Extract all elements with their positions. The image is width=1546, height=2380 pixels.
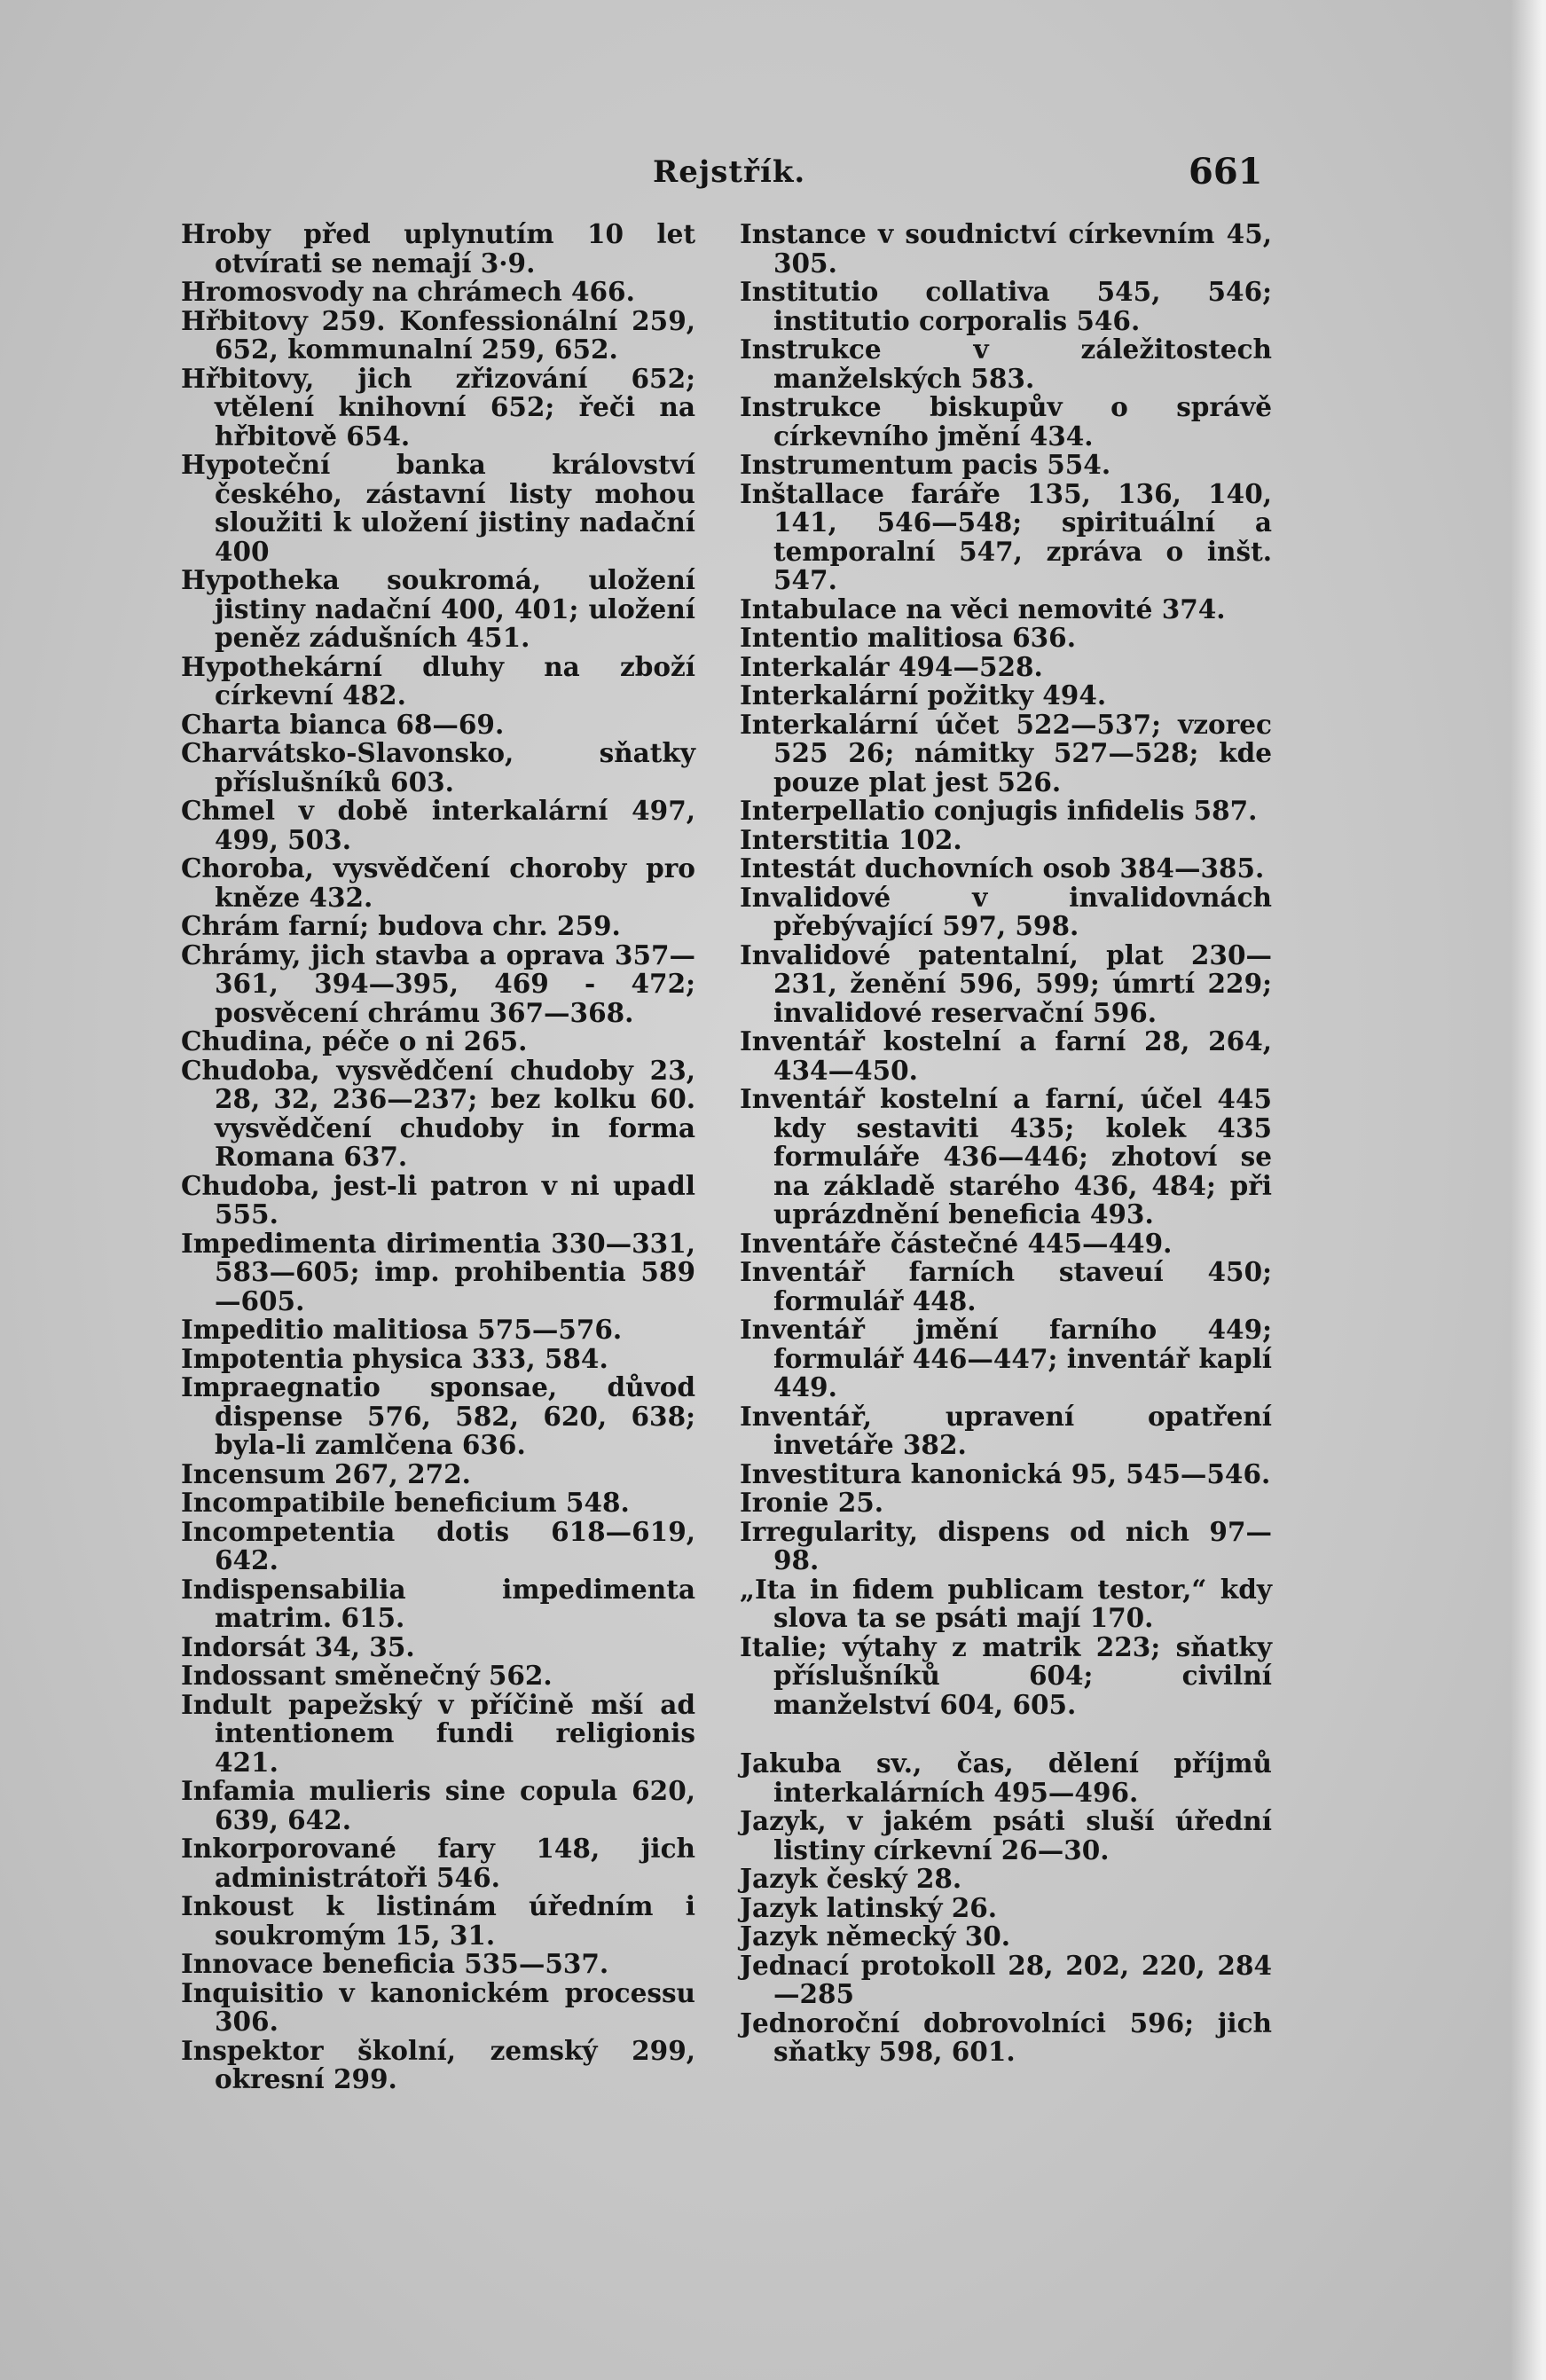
index-entry: Incensum 267, 272. (181, 1457, 471, 1489)
index-entry: Indossant směnečný 562. (181, 1660, 553, 1691)
index-entry: Hypothekární dluhy na zboží církevní 482. (181, 650, 695, 711)
index-entry: Jednací protokoll 28, 202, 220, 284—285 (740, 1949, 1272, 2009)
index-entry: Hypoteční banka království českého, zástavní listy mohou sloužiti k uložení jistiny nadační 400 (181, 449, 695, 567)
index-entry: Investitura kanonická 95, 545—546. (740, 1457, 1271, 1489)
index-entry: Inventář kostelní a farní, účel 445 kdy sestaviti 435; kolek 435 formuláře 436—446; zhotoví se na základě starého 436, 484; při uprázdnění beneficia 493. (740, 1083, 1272, 1229)
index-entry: Instrukce v záležitostech manželských 583. (740, 334, 1272, 394)
index-entry: Inkorporované fary 148, jich administrátoři 546. (181, 1833, 695, 1893)
index-entry: Interpellatio conjugis infidelis 587. (740, 795, 1258, 826)
index-entry: Impotentia physica 333, 584. (181, 1342, 608, 1374)
index-entry: Incompatibile beneficium 548. (181, 1487, 630, 1518)
index-entry: Hypotheka soukromá, uložení jistiny nadační 400, 401; uložení peněz zádušních 451. (181, 564, 695, 653)
index-entry: Chudoba, jest-li patron v ni upadl 555. (181, 1169, 695, 1229)
index-entry: Hřbitovy 259. Konfessionální 259, 652, kommunalní 259, 652. (181, 304, 695, 365)
index-entry: Jazyk latinský 26. (740, 1891, 998, 1923)
index-entry: Jakuba sv., čas, dělení příjmů interkalárních 495—496. (740, 1748, 1272, 1808)
index-entry: Irregularity, dispens od nich 97—98. (740, 1515, 1272, 1575)
index-entry: Chudoba, vysvědčení chudoby 23, 28, 32, 236—237; bez kolku 60. vysvědčení chudoby in forma Romana 637. (181, 1054, 695, 1172)
index-entry: Impraegnatio sponsae, důvod dispense 576, 582, 620, 638; byla-li zamlčena 636. (181, 1371, 695, 1460)
index-entry: Inventář, upravení opatření invetáře 382. (740, 1400, 1272, 1460)
index-entry: Inventář jmění farního 449; formulář 446—447; inventář kaplí 449. (740, 1314, 1272, 1402)
index-entry: Jednoroční dobrovolníci 596; jich sňatky 598, 601. (740, 2007, 1272, 2067)
index-entry: Interkalární účet 522—537; vzorec 525 26; námitky 527—528; kde pouze plat jest 526. (740, 708, 1272, 797)
index-entry: Italie; výtahy z matrik 223; sňatky příslušníků 604; civilní manželství 604, 605. (740, 1630, 1272, 1720)
index-entry: Intentio malitiosa 636. (740, 622, 1076, 653)
index-entry: Hřbitovy, jich zřizování 652; vtělení knihovní 652; řeči na hřbitově 654. (181, 362, 695, 452)
index-entry: Indispensabilia impedimenta matrim. 615. (181, 1573, 695, 1633)
index-column-left (181, 220, 695, 2094)
index-entry: Instance v soudnictví církevním 45, 305. (740, 218, 1272, 279)
index-entry: Hroby před uplynutím 10 let otvírati se nemají 3·9. (181, 218, 695, 279)
index-entry: Chrámy, jich stavba a oprava 357—361, 394—395, 469 - 472; posvěcení chrámu 367—368. (181, 939, 695, 1028)
index-entry: Interkalární požitky 494. (740, 679, 1107, 711)
index-entry: Inkoust k listinám úředním i soukromým 15, 31. (181, 1890, 695, 1951)
index-entry: Jazyk, v jakém psáti sluší úřední listiny církevní 26—30. (740, 1805, 1272, 1866)
index-entry: Interstitia 102. (740, 823, 962, 855)
index-entry: Jazyk německý 30. (740, 1920, 1011, 1952)
index-entry: Inquisitio v kanonickém processu 306. (181, 1976, 695, 2037)
index-entry: Intestát duchovních osob 384—385. (740, 852, 1265, 884)
index-entry: Inspektor školní, zemský 299, okresní 299. (181, 2034, 695, 2094)
index-entry: „Ita in fidem publicam testor,“ kdy slova ta se psáti mají 170. (740, 1573, 1272, 1633)
running-head: Rejstřík. (653, 154, 806, 190)
page-number: 661 (1189, 151, 1263, 192)
index-entry: Charvátsko-Slavonsko, sňatky příslušníků 603. (181, 737, 695, 797)
index-entry: Choroba, vysvědčení choroby pro kněze 432. (181, 852, 695, 913)
index-entry: Invalidové patentalní, plat 230—231, ženění 596, 599; úmrtí 229; invalidové reservační 596. (740, 939, 1272, 1028)
index-entry: Hromosvody na chrámech 466. (181, 276, 635, 307)
index-entry: Ironie 25. (740, 1487, 884, 1518)
index-entry: Impedimenta dirimentia 330—331, 583—605; imp. prohibentia 589—605. (181, 1227, 695, 1316)
index-entry: Inštallace faráře 135, 136, 140, 141, 546—548; spirituální a temporalní 547, zpráva o inšt. 547. (740, 477, 1272, 595)
index-entry: Chudina, péče o ni 265. (181, 1025, 528, 1056)
index-entry: Incompetentia dotis 618—619, 642. (181, 1515, 695, 1575)
index-entry: Inventáře částečné 445—449. (740, 1227, 1173, 1259)
index-entry: Inventář farních staveuí 450; formulář 448. (740, 1256, 1272, 1316)
index-entry: Institutio collativa 545, 546; institutio corporalis 546. (740, 276, 1272, 336)
index-entry: Chrám farní; budova chr. 259. (181, 910, 621, 941)
index-entry: Jazyk český 28. (740, 1863, 962, 1894)
index-entry: Instrumentum pacis 554. (740, 449, 1111, 480)
index-entry: Interkalár 494—528. (740, 650, 1043, 682)
scan-edge (1511, 0, 1546, 2380)
index-entry: Indult papežský v příčině mší ad intentionem fundi religionis 421. (181, 1688, 695, 1778)
index-entry: Inventář kostelní a farní 28, 264, 434—450. (740, 1025, 1272, 1086)
index-entry: Invalidové v invalidovnách přebývající 597, 598. (740, 881, 1272, 941)
index-entry: Intabulace na věci nemovité 374. (740, 593, 1226, 624)
index-entry: Impeditio malitiosa 575—576. (181, 1314, 623, 1345)
index-entry: Instrukce biskupův o správě církevního jmění 434. (740, 391, 1272, 452)
index-column-right (740, 220, 1272, 2067)
index-entry: Infamia mulieris sine copula 620, 639, 642. (181, 1775, 695, 1835)
index-entry: Chmel v době interkalární 497, 499, 503. (181, 795, 695, 855)
index-entry: Charta bianca 68—69. (181, 708, 505, 740)
index-entry: Innovace beneficia 535—537. (181, 1948, 609, 1979)
index-entry: Indorsát 34, 35. (181, 1630, 415, 1662)
